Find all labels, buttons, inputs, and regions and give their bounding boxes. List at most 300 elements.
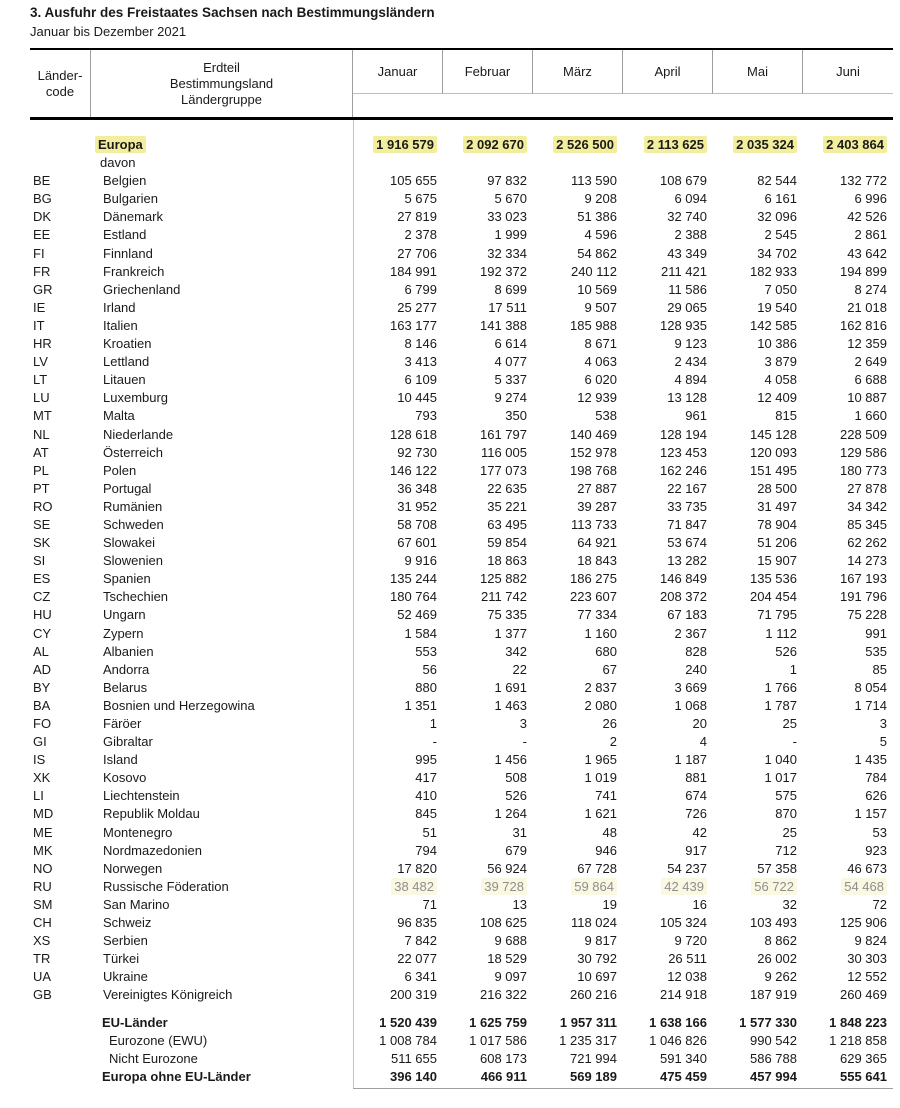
value-cell xyxy=(713,606,803,624)
value-cell xyxy=(443,226,533,244)
value-cell xyxy=(533,787,623,805)
value-text: 53 xyxy=(872,824,887,840)
value-text: 6 614 xyxy=(494,336,527,352)
code-cell: HU xyxy=(33,607,52,623)
value-text: 3 879 xyxy=(764,354,797,370)
value-text: 192 372 xyxy=(480,263,527,279)
name-text: Rumänien xyxy=(103,498,163,514)
value-text: 182 933 xyxy=(750,263,797,279)
value-cell xyxy=(713,1050,803,1068)
value-text: 52 469 xyxy=(397,607,437,623)
value-cell xyxy=(443,860,533,878)
value-cell xyxy=(713,661,803,679)
header-month-juni: Juni xyxy=(803,50,893,117)
value-text: 113 733 xyxy=(570,516,617,532)
value-cell xyxy=(533,462,623,480)
table-header xyxy=(30,48,893,120)
value-cell xyxy=(803,462,893,480)
value-cell xyxy=(713,172,803,190)
name-cell xyxy=(91,353,353,371)
value-cell xyxy=(623,570,713,588)
value-cell xyxy=(713,462,803,480)
value-text: 191 796 xyxy=(840,589,887,605)
value-text: 103 493 xyxy=(750,915,797,931)
value-cell xyxy=(713,154,803,172)
name-text: Türkei xyxy=(103,951,140,967)
table-row xyxy=(30,299,893,317)
name-cell xyxy=(91,516,353,534)
name-text: Norwegen xyxy=(103,860,163,876)
value-text: 8 274 xyxy=(854,281,887,297)
value-text: 1 112 xyxy=(765,625,797,641)
value-cell xyxy=(803,751,893,769)
value-text: 35 221 xyxy=(487,498,527,514)
value-text: 167 193 xyxy=(840,571,887,587)
value-text: 204 454 xyxy=(750,589,797,605)
code-cell: HR xyxy=(33,336,52,352)
value-text: 36 348 xyxy=(397,480,437,496)
value-cell xyxy=(533,805,623,823)
value-cell xyxy=(803,878,893,896)
value-cell xyxy=(713,317,803,335)
value-text: 6 020 xyxy=(584,372,617,388)
table-row xyxy=(30,154,893,172)
value-cell xyxy=(353,226,443,244)
value-text: 29 065 xyxy=(667,299,707,315)
value-text: 12 409 xyxy=(757,390,797,406)
value-cell xyxy=(623,281,713,299)
value-cell xyxy=(623,136,713,154)
value-text: 4 077 xyxy=(494,354,527,370)
value-text: 9 824 xyxy=(854,933,887,949)
value-text: 67 601 xyxy=(397,535,437,551)
name-cell xyxy=(91,190,353,208)
value-cell xyxy=(623,245,713,263)
value-cell xyxy=(353,389,443,407)
value-cell xyxy=(533,733,623,751)
value-text: 187 919 xyxy=(750,987,797,1003)
value-text: 1 957 311 xyxy=(559,1014,617,1030)
value-cell xyxy=(353,570,443,588)
header-month-maerz: März xyxy=(533,50,623,117)
value-text: 228 509 xyxy=(840,426,887,442)
value-text: 475 459 xyxy=(660,1068,707,1084)
value-cell xyxy=(533,896,623,914)
value-cell xyxy=(713,805,803,823)
value-cell xyxy=(803,1014,893,1032)
value-cell xyxy=(623,842,713,860)
table-row xyxy=(30,625,893,643)
value-text: 923 xyxy=(865,842,887,858)
table-row xyxy=(30,950,893,968)
value-cell xyxy=(443,606,533,624)
name-text: Belgien xyxy=(103,173,147,189)
value-text: 466 911 xyxy=(480,1068,527,1084)
value-text: 538 xyxy=(595,408,617,424)
name-cell xyxy=(91,950,353,968)
value-cell xyxy=(443,426,533,444)
name-text: Polen xyxy=(103,462,137,478)
code-cell: SE xyxy=(33,516,51,532)
value-text: 417 xyxy=(415,770,437,786)
header-month-mai: Mai xyxy=(713,50,803,117)
header-bestimmungsland xyxy=(91,50,353,117)
table-row xyxy=(30,914,893,932)
name-cell xyxy=(91,426,353,444)
value-cell xyxy=(623,914,713,932)
value-cell xyxy=(353,136,443,154)
value-cell xyxy=(713,896,803,914)
value-cell xyxy=(803,1068,893,1086)
value-cell xyxy=(803,588,893,606)
header-laendercode-line1: Länder- xyxy=(37,67,83,83)
table-row xyxy=(30,534,893,552)
table-row xyxy=(30,787,893,805)
value-cell xyxy=(443,588,533,606)
value-text: 12 552 xyxy=(847,969,887,985)
value-cell xyxy=(713,860,803,878)
value-cell xyxy=(443,552,533,570)
value-text: 97 832 xyxy=(487,173,527,189)
value-cell xyxy=(533,389,623,407)
code-cell: RO xyxy=(33,498,53,514)
name-text: Russische Föderation xyxy=(103,878,229,894)
name-cell xyxy=(91,1050,353,1068)
name-text: Spanien xyxy=(103,571,151,587)
value-text: 10 386 xyxy=(757,336,797,352)
name-text: Österreich xyxy=(103,444,163,460)
value-text: 9 916 xyxy=(404,553,437,569)
value-text: 9 123 xyxy=(674,336,707,352)
name-cell xyxy=(91,226,353,244)
value-text: 108 679 xyxy=(660,173,707,189)
value-cell xyxy=(803,824,893,842)
value-cell xyxy=(803,1050,893,1068)
value-cell xyxy=(623,1050,713,1068)
value-cell xyxy=(713,986,803,1004)
value-text: 2 080 xyxy=(584,697,617,713)
value-cell xyxy=(713,769,803,787)
value-cell xyxy=(713,480,803,498)
value-text: 8 054 xyxy=(854,679,887,695)
value-text: 54 237 xyxy=(667,860,707,876)
table-row xyxy=(30,226,893,244)
value-cell xyxy=(533,281,623,299)
value-text: 2 403 864 xyxy=(823,136,887,153)
value-cell xyxy=(443,715,533,733)
header-month-februar: Februar xyxy=(443,50,533,117)
name-text: Nordmazedonien xyxy=(103,842,203,858)
name-text: EU-Länder xyxy=(102,1014,168,1030)
value-text: 223 607 xyxy=(570,589,617,605)
value-cell xyxy=(443,281,533,299)
name-text: Eurozone (EWU) xyxy=(109,1032,208,1048)
table-row xyxy=(30,570,893,588)
value-cell xyxy=(533,1050,623,1068)
value-text: 105 324 xyxy=(660,915,707,931)
value-cell xyxy=(533,643,623,661)
value-cell xyxy=(623,444,713,462)
code-cell: FI xyxy=(33,245,45,261)
value-text: 995 xyxy=(415,752,437,768)
value-cell xyxy=(353,697,443,715)
value-text: 591 340 xyxy=(660,1050,707,1066)
name-text: Europa xyxy=(95,136,146,153)
value-text: 2 837 xyxy=(584,679,617,695)
value-text: 12 359 xyxy=(847,336,887,352)
value-cell xyxy=(353,950,443,968)
value-text: 18 843 xyxy=(577,553,617,569)
value-cell xyxy=(443,968,533,986)
code-cell: LI xyxy=(33,788,44,804)
value-text: 240 112 xyxy=(570,263,617,279)
value-cell xyxy=(623,317,713,335)
table-row xyxy=(30,353,893,371)
name-text: Niederlande xyxy=(103,426,174,442)
value-cell xyxy=(713,968,803,986)
value-cell xyxy=(533,1068,623,1086)
value-cell xyxy=(353,1032,443,1050)
value-text: - xyxy=(792,734,797,750)
value-text: 8 699 xyxy=(494,281,527,297)
value-cell xyxy=(353,208,443,226)
value-cell xyxy=(533,226,623,244)
value-text: 569 189 xyxy=(570,1068,617,1084)
value-cell xyxy=(533,950,623,968)
value-text: 2 434 xyxy=(674,354,707,370)
value-cell xyxy=(623,824,713,842)
value-cell xyxy=(443,1032,533,1050)
value-text: 15 907 xyxy=(757,553,797,569)
value-cell xyxy=(353,426,443,444)
name-cell xyxy=(91,697,353,715)
value-text: 32 xyxy=(782,896,797,912)
value-cell xyxy=(623,1032,713,1050)
value-cell xyxy=(443,389,533,407)
value-cell xyxy=(443,625,533,643)
value-text: 1 660 xyxy=(854,408,887,424)
value-text: 67 xyxy=(602,661,617,677)
value-text: 17 511 xyxy=(488,299,527,315)
name-cell xyxy=(91,371,353,389)
value-cell xyxy=(623,407,713,425)
value-text: 8 146 xyxy=(404,336,437,352)
value-cell xyxy=(623,498,713,516)
value-cell xyxy=(353,480,443,498)
value-cell xyxy=(443,733,533,751)
value-text: 142 585 xyxy=(750,317,797,333)
value-cell xyxy=(353,1068,443,1086)
value-text: 2 378 xyxy=(404,227,437,243)
value-cell xyxy=(803,697,893,715)
value-cell xyxy=(803,679,893,697)
value-cell xyxy=(623,751,713,769)
value-text: 4 058 xyxy=(764,372,797,388)
value-text: 1 435 xyxy=(854,752,887,768)
value-text: 1 965 xyxy=(584,752,617,768)
value-cell xyxy=(533,878,623,896)
value-text: 1 218 858 xyxy=(829,1032,887,1048)
table-row xyxy=(30,661,893,679)
value-cell xyxy=(803,172,893,190)
value-text: 1 766 xyxy=(764,679,797,695)
value-text: 10 697 xyxy=(577,969,617,985)
value-text: 33 023 xyxy=(487,209,527,225)
value-text: 680 xyxy=(595,643,617,659)
name-cell xyxy=(91,208,353,226)
value-text: 161 797 xyxy=(480,426,527,442)
value-cell xyxy=(443,1014,533,1032)
name-cell xyxy=(91,679,353,697)
code-cell: MT xyxy=(33,408,52,424)
value-cell xyxy=(713,389,803,407)
value-cell xyxy=(803,787,893,805)
value-text: 946 xyxy=(595,842,617,858)
value-cell xyxy=(533,498,623,516)
value-text: 11 586 xyxy=(668,281,707,297)
value-cell xyxy=(713,878,803,896)
value-text: 82 544 xyxy=(757,173,797,189)
value-cell xyxy=(443,1050,533,1068)
value-cell xyxy=(623,968,713,986)
name-text: Montenegro xyxy=(103,824,173,840)
value-cell xyxy=(533,914,623,932)
value-cell xyxy=(533,769,623,787)
code-cell: MK xyxy=(33,842,53,858)
value-text: 22 xyxy=(512,661,527,677)
name-text: Slowenien xyxy=(103,553,163,569)
name-text: Nicht Eurozone xyxy=(109,1050,198,1066)
value-cell xyxy=(713,914,803,932)
value-text: 18 863 xyxy=(487,553,527,569)
name-text: Tschechien xyxy=(103,589,169,605)
name-cell xyxy=(91,606,353,624)
value-text: 71 847 xyxy=(667,516,707,532)
name-cell xyxy=(91,986,353,1004)
value-cell xyxy=(353,1050,443,1068)
value-text: 48 xyxy=(602,824,617,840)
value-text: 553 xyxy=(415,643,437,659)
value-cell xyxy=(713,751,803,769)
value-text: 12 939 xyxy=(577,390,617,406)
value-text: 14 273 xyxy=(847,553,887,569)
value-cell xyxy=(353,462,443,480)
value-cell xyxy=(533,661,623,679)
value-text: 961 xyxy=(685,408,707,424)
table-row xyxy=(30,498,893,516)
value-cell xyxy=(443,842,533,860)
table-row xyxy=(30,1068,893,1086)
value-text: 2 861 xyxy=(854,227,887,243)
value-cell xyxy=(803,335,893,353)
value-text: 526 xyxy=(505,788,527,804)
table-row xyxy=(30,407,893,425)
value-text: 21 018 xyxy=(847,299,887,315)
header-laendergruppe: Ländergruppe xyxy=(181,91,262,107)
value-cell xyxy=(353,805,443,823)
table-row xyxy=(30,842,893,860)
value-text: 741 xyxy=(595,788,617,804)
name-cell xyxy=(91,860,353,878)
value-text: 116 005 xyxy=(480,444,527,460)
value-text: 526 xyxy=(775,643,797,659)
value-text: 1 157 xyxy=(854,806,887,822)
value-text: 1 999 xyxy=(494,227,527,243)
value-text: 39 287 xyxy=(577,498,617,514)
value-text: 4 596 xyxy=(584,227,617,243)
value-cell xyxy=(443,534,533,552)
code-cell xyxy=(30,154,91,172)
code-cell: SM xyxy=(33,896,53,912)
value-text: 1 638 166 xyxy=(649,1014,707,1030)
table-row xyxy=(30,715,893,733)
value-cell xyxy=(803,516,893,534)
value-cell xyxy=(713,715,803,733)
value-text: 2 545 xyxy=(764,227,797,243)
value-cell xyxy=(443,136,533,154)
value-text: 145 128 xyxy=(750,426,797,442)
value-text: 1 019 xyxy=(584,770,617,786)
header-erdteil: Erdteil xyxy=(203,59,240,75)
value-text: 186 275 xyxy=(570,571,617,587)
value-text: 845 xyxy=(415,806,437,822)
value-text: 674 xyxy=(685,788,707,804)
value-cell xyxy=(533,968,623,986)
value-text: 6 109 xyxy=(404,372,437,388)
name-text: Andorra xyxy=(103,661,150,677)
value-text: 198 768 xyxy=(570,462,617,478)
value-cell xyxy=(623,1068,713,1086)
value-text: 20 xyxy=(692,716,707,731)
value-cell xyxy=(533,751,623,769)
value-text: 9 262 xyxy=(764,969,797,985)
value-text: 92 730 xyxy=(397,444,437,460)
value-text: 43 349 xyxy=(667,245,707,261)
value-cell xyxy=(533,625,623,643)
value-text: 3 413 xyxy=(404,354,437,370)
value-cell xyxy=(353,860,443,878)
code-cell: PL xyxy=(33,462,49,478)
value-cell xyxy=(443,208,533,226)
name-cell xyxy=(91,878,353,896)
code-cell: IS xyxy=(33,752,46,768)
code-cell: CY xyxy=(33,625,52,641)
value-text: 8 862 xyxy=(764,933,797,949)
value-text: 56 924 xyxy=(487,860,527,876)
value-text: 5 675 xyxy=(404,191,437,207)
table-row xyxy=(30,860,893,878)
value-text: 32 334 xyxy=(487,245,527,261)
value-text: 22 167 xyxy=(667,480,707,496)
name-cell xyxy=(91,299,353,317)
value-text: 56 xyxy=(422,661,437,677)
value-cell xyxy=(443,353,533,371)
value-text: 629 365 xyxy=(840,1050,887,1066)
value-cell xyxy=(533,697,623,715)
value-cell xyxy=(803,263,893,281)
value-text: 2 113 625 xyxy=(644,136,707,153)
value-text: 1 848 223 xyxy=(829,1014,887,1030)
value-cell xyxy=(623,860,713,878)
value-cell xyxy=(803,986,893,1004)
name-text: San Marino xyxy=(103,896,170,912)
name-cell xyxy=(91,480,353,498)
value-text: 396 140 xyxy=(390,1068,437,1084)
value-cell xyxy=(533,263,623,281)
value-text: 5 337 xyxy=(494,372,527,388)
code-cell: XK xyxy=(33,770,51,786)
name-cell xyxy=(91,661,353,679)
